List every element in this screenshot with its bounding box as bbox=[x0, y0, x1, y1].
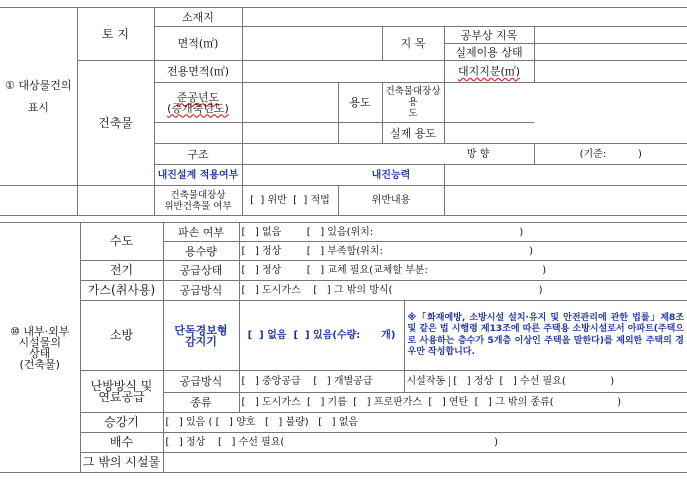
water-damage-options[interactable]: [ ] 없음 [ ] 있음(위치: ) bbox=[239, 223, 687, 242]
official-jimok-label: 공부상 지목 bbox=[444, 27, 534, 44]
seismic-capacity-field[interactable] bbox=[444, 165, 687, 186]
smoke-detector-options[interactable]: [ ] 없음 [ ] 있음(수량: 개) bbox=[239, 301, 404, 371]
usage-extra bbox=[338, 123, 382, 144]
water-amount-label: 용수량 bbox=[163, 242, 239, 261]
seismic-capacity-label: 내진능력 bbox=[242, 165, 444, 186]
registry-usage-label: 건축물대장상 용 도 bbox=[382, 83, 444, 123]
fire-note: ※「화재예방, 소방시설 설치·유지 및 안전관리에 관한 법률」제8조 및 같은 법 시행령 제13조에 따른 주택용 소방시설로서 아파트(주택으로 사용하는 층수가 5개층 이상인 주택을 말한다)를 제외한 주택의 경우만 작성합니다. bbox=[404, 301, 687, 371]
violation-label: 건축물대장상 위반건축물 여부 bbox=[154, 186, 242, 216]
electricity-supply-label: 공급상태 bbox=[163, 261, 239, 281]
jimok-label: 지 목 bbox=[382, 27, 444, 61]
usage-label: 용도 bbox=[338, 83, 382, 123]
location-field[interactable] bbox=[242, 8, 687, 27]
completion-year-field[interactable] bbox=[242, 83, 338, 123]
heating-operation-label: 시설작동 bbox=[405, 376, 451, 387]
gas-method-label: 공급방식 bbox=[163, 281, 239, 301]
completion-year-label: 준공년도 (증개축년도) bbox=[154, 83, 242, 123]
land-share-field[interactable] bbox=[534, 61, 687, 83]
property-display-table bbox=[0, 7, 687, 216]
electricity-supply-options[interactable]: [ ] 정상 [ ] 교체 필요(교체할 부분: ) bbox=[239, 261, 687, 281]
water-amount-options[interactable]: [ ] 정상 [ ] 부족함(위치: ) bbox=[239, 242, 687, 261]
direction-reference[interactable]: (기준: ) bbox=[534, 144, 687, 165]
violation-content-label: 위반내용 bbox=[338, 186, 444, 216]
actual-use-label: 실제이용 상태 bbox=[444, 44, 534, 61]
gas-label: 가스(취사용) bbox=[80, 281, 163, 301]
other-facilities-label: 그 밖의 시설물 bbox=[80, 453, 163, 473]
fire-label: 소방 bbox=[80, 301, 163, 371]
official-jimok-field[interactable] bbox=[534, 27, 687, 44]
gas-method-options[interactable]: [ ] 도시가스 [ ] 그 밖의 방식( ) bbox=[239, 281, 687, 301]
water-label: 수도 bbox=[80, 223, 163, 261]
building-label-tail bbox=[77, 186, 154, 216]
violation-content-field[interactable] bbox=[444, 186, 687, 216]
registry-usage-field[interactable] bbox=[444, 83, 534, 123]
exclusive-area-field[interactable] bbox=[242, 61, 444, 83]
actual-usage-field[interactable] bbox=[444, 123, 534, 144]
other-facilities-field[interactable] bbox=[163, 453, 687, 473]
section1-title: ① 대상물건의 표시 bbox=[0, 8, 77, 186]
land-label: 토 지 bbox=[77, 8, 154, 61]
smoke-detector-label: 단독경보형 감지기 bbox=[163, 301, 239, 371]
land-area-field[interactable] bbox=[242, 27, 382, 61]
heating-operation-options[interactable]: [ ] 정상 [ ] 수선 필요( ) bbox=[453, 376, 615, 387]
heating-type-label: 종류 bbox=[163, 393, 239, 413]
section1-title-tail bbox=[0, 186, 77, 216]
drainage-label: 배수 bbox=[80, 433, 163, 453]
completion-year-field-extra bbox=[154, 123, 242, 144]
land-share-label: 대지지분(㎡) bbox=[444, 61, 534, 83]
section10-title: ⑩ 내부·외부 시설물의 상태 (건축물) bbox=[0, 223, 80, 473]
direction-label: 방 향 bbox=[242, 144, 534, 165]
building-label: 건축물 bbox=[77, 61, 154, 186]
heating-operation[interactable] bbox=[404, 371, 687, 393]
violation-options[interactable]: [ ] 위반 [ ] 적법 bbox=[242, 186, 338, 216]
actual-usage-label: 실제 용도 bbox=[382, 123, 444, 144]
elevator-options[interactable]: [ ] 있음 ( [ ] 양호 [ ] 불량) [ ] 없음 bbox=[163, 413, 687, 433]
actual-use-field[interactable] bbox=[534, 44, 687, 61]
drainage-options[interactable]: [ ] 정상 [ ] 수선 필요( ) bbox=[163, 433, 687, 453]
heating-type-options[interactable]: [ ] 도시가스 [ ] 기름 [ ] 프로판가스 [ ] 연탄 [ ] 그 밖의 종류( ) bbox=[239, 393, 687, 413]
structure-label: 구조 bbox=[154, 144, 242, 165]
heating-label: 난방방식 및 연료공급 bbox=[80, 371, 163, 413]
heating-method-label: 공급방식 bbox=[163, 371, 239, 393]
electricity-label: 전기 bbox=[80, 261, 163, 281]
water-damage-label: 파손 여부 bbox=[163, 223, 239, 242]
seismic-design-label: 내진설계 적용여부 bbox=[154, 165, 242, 186]
heating-method-options[interactable]: [ ] 중앙공급 [ ] 개별공급 bbox=[239, 371, 404, 393]
facility-status-table bbox=[0, 222, 687, 473]
location-label: 소재지 bbox=[154, 8, 242, 27]
exclusive-area-label: 전용면적(㎡) bbox=[154, 61, 242, 83]
completion-year-field-extra2 bbox=[242, 123, 338, 144]
elevator-label: 승강기 bbox=[80, 413, 163, 433]
land-area-label: 면적(㎡) bbox=[154, 27, 242, 61]
